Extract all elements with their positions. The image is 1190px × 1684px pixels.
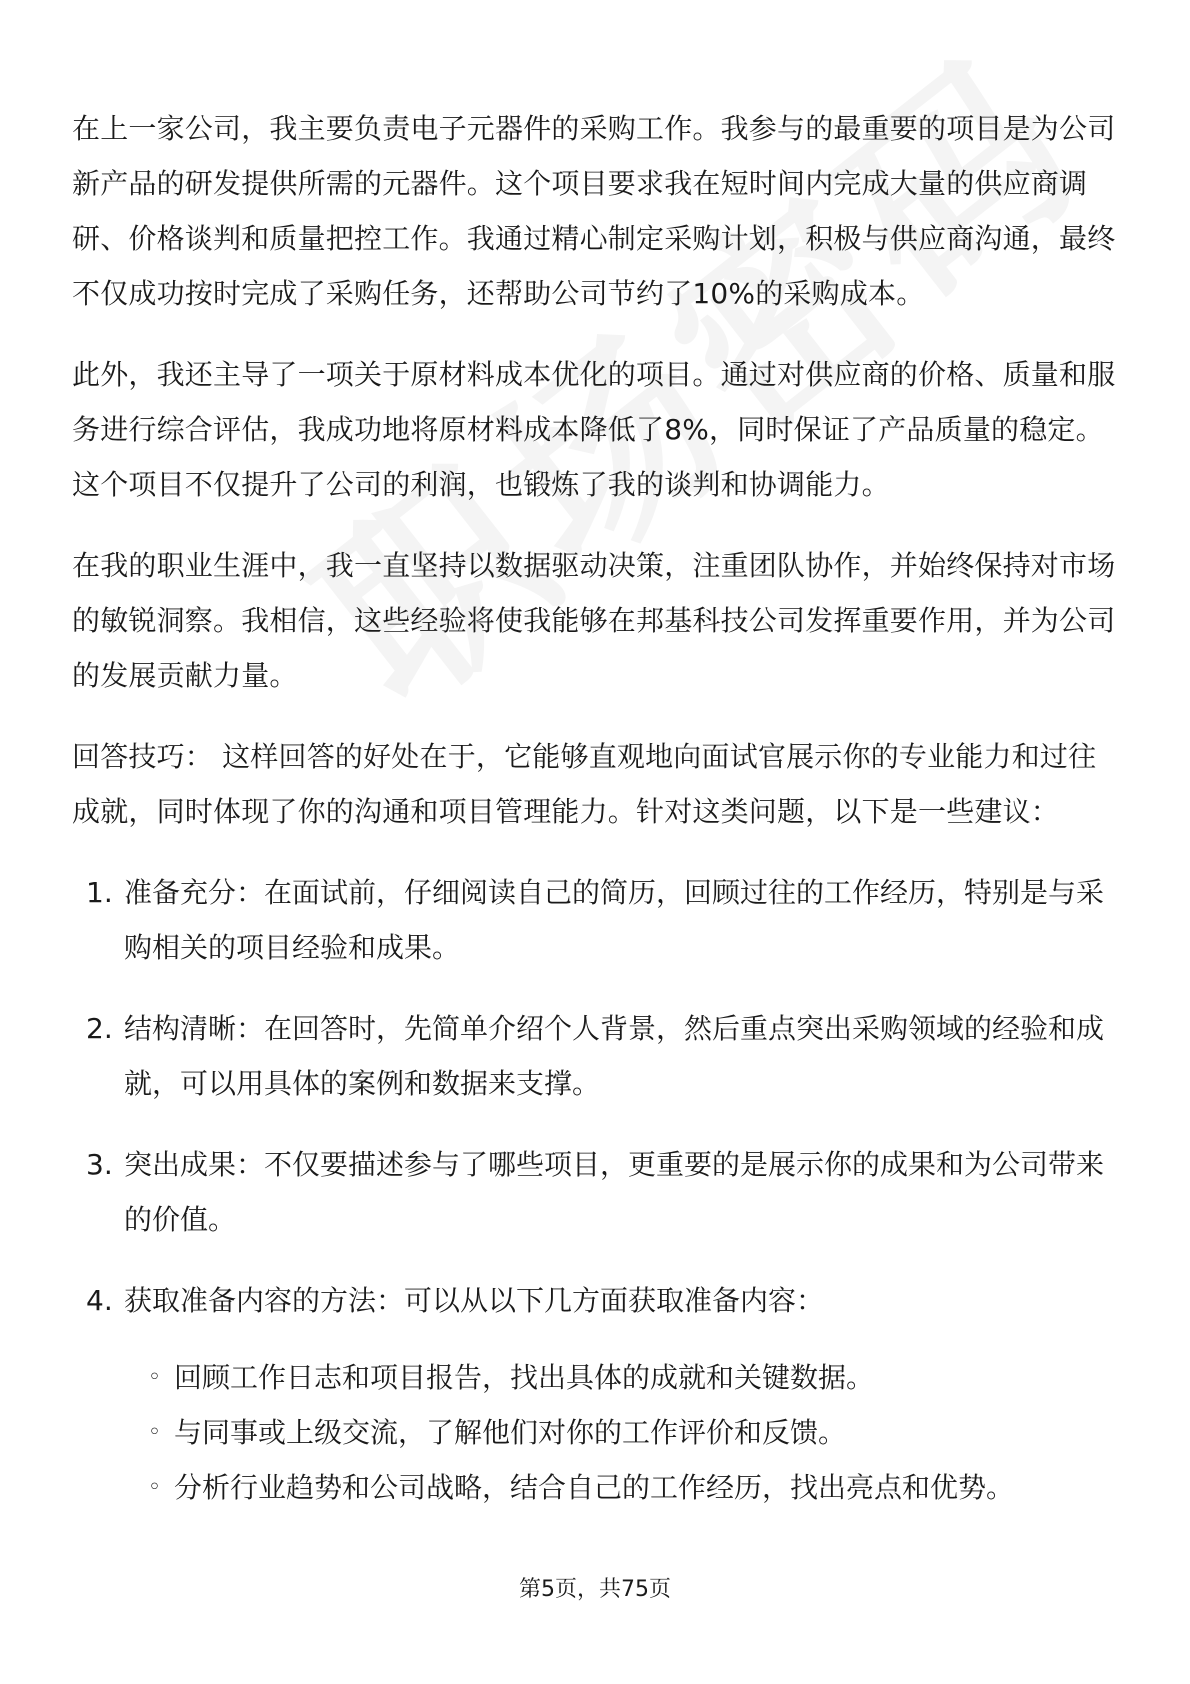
bullet-icon: ◦ (148, 1365, 161, 1390)
sub-list-item (124, 1405, 1122, 1460)
list-item-text: 结构清晰：在回答时，先简单介绍个人背景，然后重点突出采购领域的经验和成就，可以用具体的案例和数据来支撑。 (124, 1012, 1105, 1100)
bullet-icon: ◦ (148, 1420, 161, 1445)
bullet-icon: ◦ (148, 1475, 161, 1500)
list-item-text: 准备充分：在面试前，仔细阅读自己的简历，回顾过往的工作经历，特别是与采购相关的项目经验和成果。 (124, 876, 1105, 964)
paragraph-experience: 在上一家公司，我主要负责电子元器件的采购工作。我参与的最重要的项目是为公司新产品的研发提供所需的元器件。这个项目要求我在短时间内完成大量的供应商调研、价格谈判和质量把控工作。我通过精心制定采购计划，积极与供应商沟通，最终不仅成功按时完成了采购任务，还帮助公司节约了10%的采购成本。 (72, 112, 1116, 310)
page-footer: 第5页，共75页 (519, 1577, 671, 1602)
paragraph-cost-optimization: 此外，我还主导了一项关于原材料成本优化的项目。通过对供应商的价格、质量和服务进行综合评估，我成功地将原材料成本降低了8%，同时保证了产品质量的稳定。这个项目不仅提升了公司的利润，也锻炼了我的谈判和协调能力。 (72, 358, 1116, 501)
list-item-text: 获取准备内容的方法：可以从以下几方面获取准备内容： (124, 1284, 825, 1317)
sub-list-item (124, 1350, 1122, 1405)
list-number: 1. (86, 876, 113, 909)
paragraph-answer-tips: 回答技巧： 这样回答的好处在于，它能够直观地向面试官展示你的专业能力和过往成就，同时体现了你的沟通和项目管理能力。针对这类问题，以下是一些建议： (72, 740, 1097, 828)
tips-list (72, 865, 1122, 1515)
sub-list-item-text: 回顾工作日志和项目报告，找出具体的成就和关键数据。 (174, 1361, 875, 1394)
list-item (72, 1273, 1122, 1515)
document-body (72, 101, 1122, 1541)
sub-list-item (124, 1460, 1122, 1515)
sub-list (124, 1350, 1122, 1515)
list-number: 3. (86, 1148, 113, 1181)
sub-list-item-text: 与同事或上级交流，了解他们对你的工作评价和反馈。 (174, 1416, 847, 1449)
sub-list-item-text: 分析行业趋势和公司战略，结合自己的工作经历，找出亮点和优势。 (174, 1471, 1015, 1504)
list-item-text: 突出成果：不仅要描述参与了哪些项目，更重要的是展示你的成果和为公司带来的价值。 (124, 1148, 1105, 1236)
paragraph-career: 在我的职业生涯中，我一直坚持以数据驱动决策，注重团队协作，并始终保持对市场的敏锐洞察。我相信，这些经验将使我能够在邦基科技公司发挥重要作用，并为公司的发展贡献力量。 (72, 549, 1116, 692)
list-number: 2. (86, 1012, 113, 1045)
list-number: 4. (86, 1284, 113, 1317)
list-item (72, 1137, 1122, 1247)
list-item (72, 865, 1122, 975)
list-item (72, 1001, 1122, 1111)
